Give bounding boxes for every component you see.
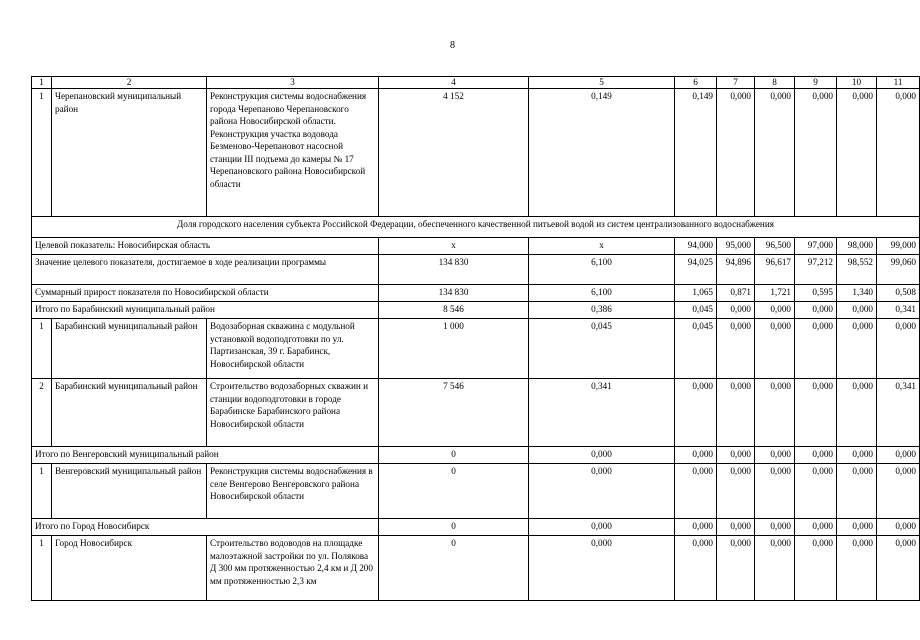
value-cell: 0 bbox=[379, 447, 529, 464]
value-cell: 0,000 bbox=[717, 447, 755, 464]
value-cell: 0,000 bbox=[755, 464, 795, 519]
column-header: 4 bbox=[379, 77, 529, 89]
value-cell: 0,000 bbox=[717, 89, 755, 217]
summary-label: Итого по Венгеровский муниципальный район bbox=[32, 447, 379, 464]
value-cell: 0,000 bbox=[795, 447, 837, 464]
table-body bbox=[32, 77, 920, 601]
project-description: Строительство водозаборных скважин и станции водоподготовки в городе Барабинске Барабинского района Новосибирской области bbox=[207, 379, 379, 447]
value-cell: 0,000 bbox=[675, 464, 717, 519]
section-row bbox=[32, 217, 920, 238]
value-cell: 0,595 bbox=[795, 285, 837, 302]
district-name: Черепановский муниципальный район bbox=[52, 89, 207, 217]
row-number: 2 bbox=[32, 379, 52, 447]
district-name: Город Новосибирск bbox=[52, 536, 207, 601]
project-description: Строительство водоводов на площадке малоэтажной застройки по ул. Полякова Д 300 мм протяженностью 2,4 км и Д 200 мм протяженностью 2,3 км bbox=[207, 536, 379, 601]
column-header: 6 bbox=[675, 77, 717, 89]
value-cell: 0,000 bbox=[795, 302, 837, 319]
table-row bbox=[32, 379, 920, 447]
project-description: Реконструкция системы водоснабжения города Черепаново Черепановского района Новосибирской области. Реконструкция участка водовода Безменово-Черепановот насосной станции III подъема до камеры № 17 Черепановского района Новосибирской области bbox=[207, 89, 379, 217]
summary-row bbox=[32, 285, 920, 302]
value-cell: 0,000 bbox=[877, 536, 920, 601]
table-row bbox=[32, 536, 920, 601]
summary-label: Целевой показатель: Новосибирская область bbox=[32, 238, 379, 255]
value-cell: 97,212 bbox=[795, 255, 837, 285]
value-cell: 0,000 bbox=[529, 536, 675, 601]
value-cell: 0,000 bbox=[877, 447, 920, 464]
value-cell: 0,508 bbox=[877, 285, 920, 302]
value-cell: 0,000 bbox=[877, 464, 920, 519]
column-header: 8 bbox=[755, 77, 795, 89]
column-header: 7 bbox=[717, 77, 755, 89]
value-cell: 0,000 bbox=[837, 379, 877, 447]
row-number: 1 bbox=[32, 89, 52, 217]
district-name: Барабинский муниципальный район bbox=[52, 319, 207, 379]
value-cell: 94,025 bbox=[675, 255, 717, 285]
value-cell: 7 546 bbox=[379, 379, 529, 447]
value-cell: 98,000 bbox=[837, 238, 877, 255]
header-row bbox=[32, 77, 920, 89]
value-cell: 94,000 bbox=[675, 238, 717, 255]
value-cell: 134 830 bbox=[379, 285, 529, 302]
row-number: 1 bbox=[32, 536, 52, 601]
column-header: 5 bbox=[529, 77, 675, 89]
value-cell: 0,000 bbox=[877, 519, 920, 536]
value-cell: 0,000 bbox=[529, 447, 675, 464]
value-cell: 0,341 bbox=[877, 379, 920, 447]
project-description: Водозаборная скважина с модульной установкой водоподготовки по ул. Партизанская, 39 г. Барабинск, Новосибирской области bbox=[207, 319, 379, 379]
value-cell: 0,045 bbox=[675, 319, 717, 379]
value-cell: 1 000 bbox=[379, 319, 529, 379]
row-number: 1 bbox=[32, 464, 52, 519]
value-cell: 96,617 bbox=[755, 255, 795, 285]
value-cell: 0,341 bbox=[877, 302, 920, 319]
value-cell: 1,065 bbox=[675, 285, 717, 302]
value-cell: 0,000 bbox=[837, 89, 877, 217]
value-cell: 0,386 bbox=[529, 302, 675, 319]
column-header: 2 bbox=[52, 77, 207, 89]
value-cell: 0,000 bbox=[795, 464, 837, 519]
value-cell: x bbox=[379, 238, 529, 255]
value-cell: 0,000 bbox=[717, 519, 755, 536]
value-cell: 8 546 bbox=[379, 302, 529, 319]
table-row bbox=[32, 464, 920, 519]
value-cell: x bbox=[529, 238, 675, 255]
district-name: Барабинский муниципальный район bbox=[52, 379, 207, 447]
summary-row bbox=[32, 447, 920, 464]
value-cell: 0,000 bbox=[877, 319, 920, 379]
value-cell: 96,500 bbox=[755, 238, 795, 255]
value-cell: 0,000 bbox=[795, 319, 837, 379]
value-cell: 0 bbox=[379, 536, 529, 601]
value-cell: 97,000 bbox=[795, 238, 837, 255]
value-cell: 0,000 bbox=[795, 379, 837, 447]
value-cell: 0,045 bbox=[529, 319, 675, 379]
value-cell: 95,000 bbox=[717, 238, 755, 255]
value-cell: 0,000 bbox=[529, 464, 675, 519]
summary-label: Значение целевого показателя, достигаемое в ходе реализации программы bbox=[32, 255, 379, 285]
value-cell: 0,871 bbox=[717, 285, 755, 302]
value-cell: 99,000 bbox=[877, 238, 920, 255]
value-cell: 0,045 bbox=[675, 302, 717, 319]
value-cell: 0,000 bbox=[837, 464, 877, 519]
value-cell: 0,000 bbox=[675, 519, 717, 536]
value-cell: 6,100 bbox=[529, 255, 675, 285]
value-cell: 0,000 bbox=[675, 536, 717, 601]
value-cell: 0,000 bbox=[755, 89, 795, 217]
value-cell: 0,000 bbox=[675, 447, 717, 464]
table-row bbox=[32, 89, 920, 217]
value-cell: 0,000 bbox=[877, 89, 920, 217]
value-cell: 134 830 bbox=[379, 255, 529, 285]
summary-label: Итого по Город Новосибирск bbox=[32, 519, 379, 536]
value-cell: 0,000 bbox=[755, 447, 795, 464]
value-cell: 0,000 bbox=[529, 519, 675, 536]
value-cell: 0,000 bbox=[755, 302, 795, 319]
value-cell: 0,000 bbox=[717, 379, 755, 447]
column-header: 3 bbox=[207, 77, 379, 89]
summary-row bbox=[32, 238, 920, 255]
value-cell: 94,896 bbox=[717, 255, 755, 285]
column-header: 9 bbox=[795, 77, 837, 89]
value-cell: 0,341 bbox=[529, 379, 675, 447]
value-cell: 0 bbox=[379, 519, 529, 536]
summary-label: Итого по Барабинский муниципальный район bbox=[32, 302, 379, 319]
value-cell: 0,000 bbox=[837, 319, 877, 379]
column-header: 1 bbox=[32, 77, 52, 89]
value-cell: 99,060 bbox=[877, 255, 920, 285]
project-description: Реконструкция системы водоснабжения в селе Венгерово Венгеровского района Новосибирской области bbox=[207, 464, 379, 519]
value-cell: 0,000 bbox=[717, 464, 755, 519]
value-cell: 0,000 bbox=[755, 379, 795, 447]
column-header: 10 bbox=[837, 77, 877, 89]
section-title: Доля городского населения субъекта Российской Федерации, обеспеченного качественной питьевой водой из систем централизованного водоснабжения bbox=[32, 217, 920, 238]
value-cell: 0,149 bbox=[675, 89, 717, 217]
page-number: 8 bbox=[450, 40, 455, 51]
summary-label: Суммарный прирост показателя по Новосибирской области bbox=[32, 285, 379, 302]
value-cell: 1,721 bbox=[755, 285, 795, 302]
summary-row bbox=[32, 519, 920, 536]
summary-row bbox=[32, 255, 920, 285]
value-cell: 0,149 bbox=[529, 89, 675, 217]
value-cell: 0,000 bbox=[837, 536, 877, 601]
summary-row bbox=[32, 302, 920, 319]
table-row bbox=[32, 319, 920, 379]
row-number: 1 bbox=[32, 319, 52, 379]
value-cell: 0,000 bbox=[717, 536, 755, 601]
value-cell: 0,000 bbox=[717, 319, 755, 379]
value-cell: 0,000 bbox=[717, 302, 755, 319]
program-table bbox=[31, 76, 920, 601]
value-cell: 6,100 bbox=[529, 285, 675, 302]
value-cell: 98,552 bbox=[837, 255, 877, 285]
value-cell: 1,340 bbox=[837, 285, 877, 302]
value-cell: 0 bbox=[379, 464, 529, 519]
value-cell: 0,000 bbox=[795, 519, 837, 536]
value-cell: 0,000 bbox=[795, 536, 837, 601]
value-cell: 0,000 bbox=[755, 536, 795, 601]
value-cell: 0,000 bbox=[795, 89, 837, 217]
value-cell: 0,000 bbox=[837, 447, 877, 464]
column-header: 11 bbox=[877, 77, 920, 89]
value-cell: 0,000 bbox=[837, 302, 877, 319]
value-cell: 0,000 bbox=[675, 379, 717, 447]
value-cell: 0,000 bbox=[755, 319, 795, 379]
value-cell: 0,000 bbox=[755, 519, 795, 536]
value-cell: 0,000 bbox=[837, 519, 877, 536]
district-name: Венгеровский муниципальный район bbox=[52, 464, 207, 519]
value-cell: 4 152 bbox=[379, 89, 529, 217]
